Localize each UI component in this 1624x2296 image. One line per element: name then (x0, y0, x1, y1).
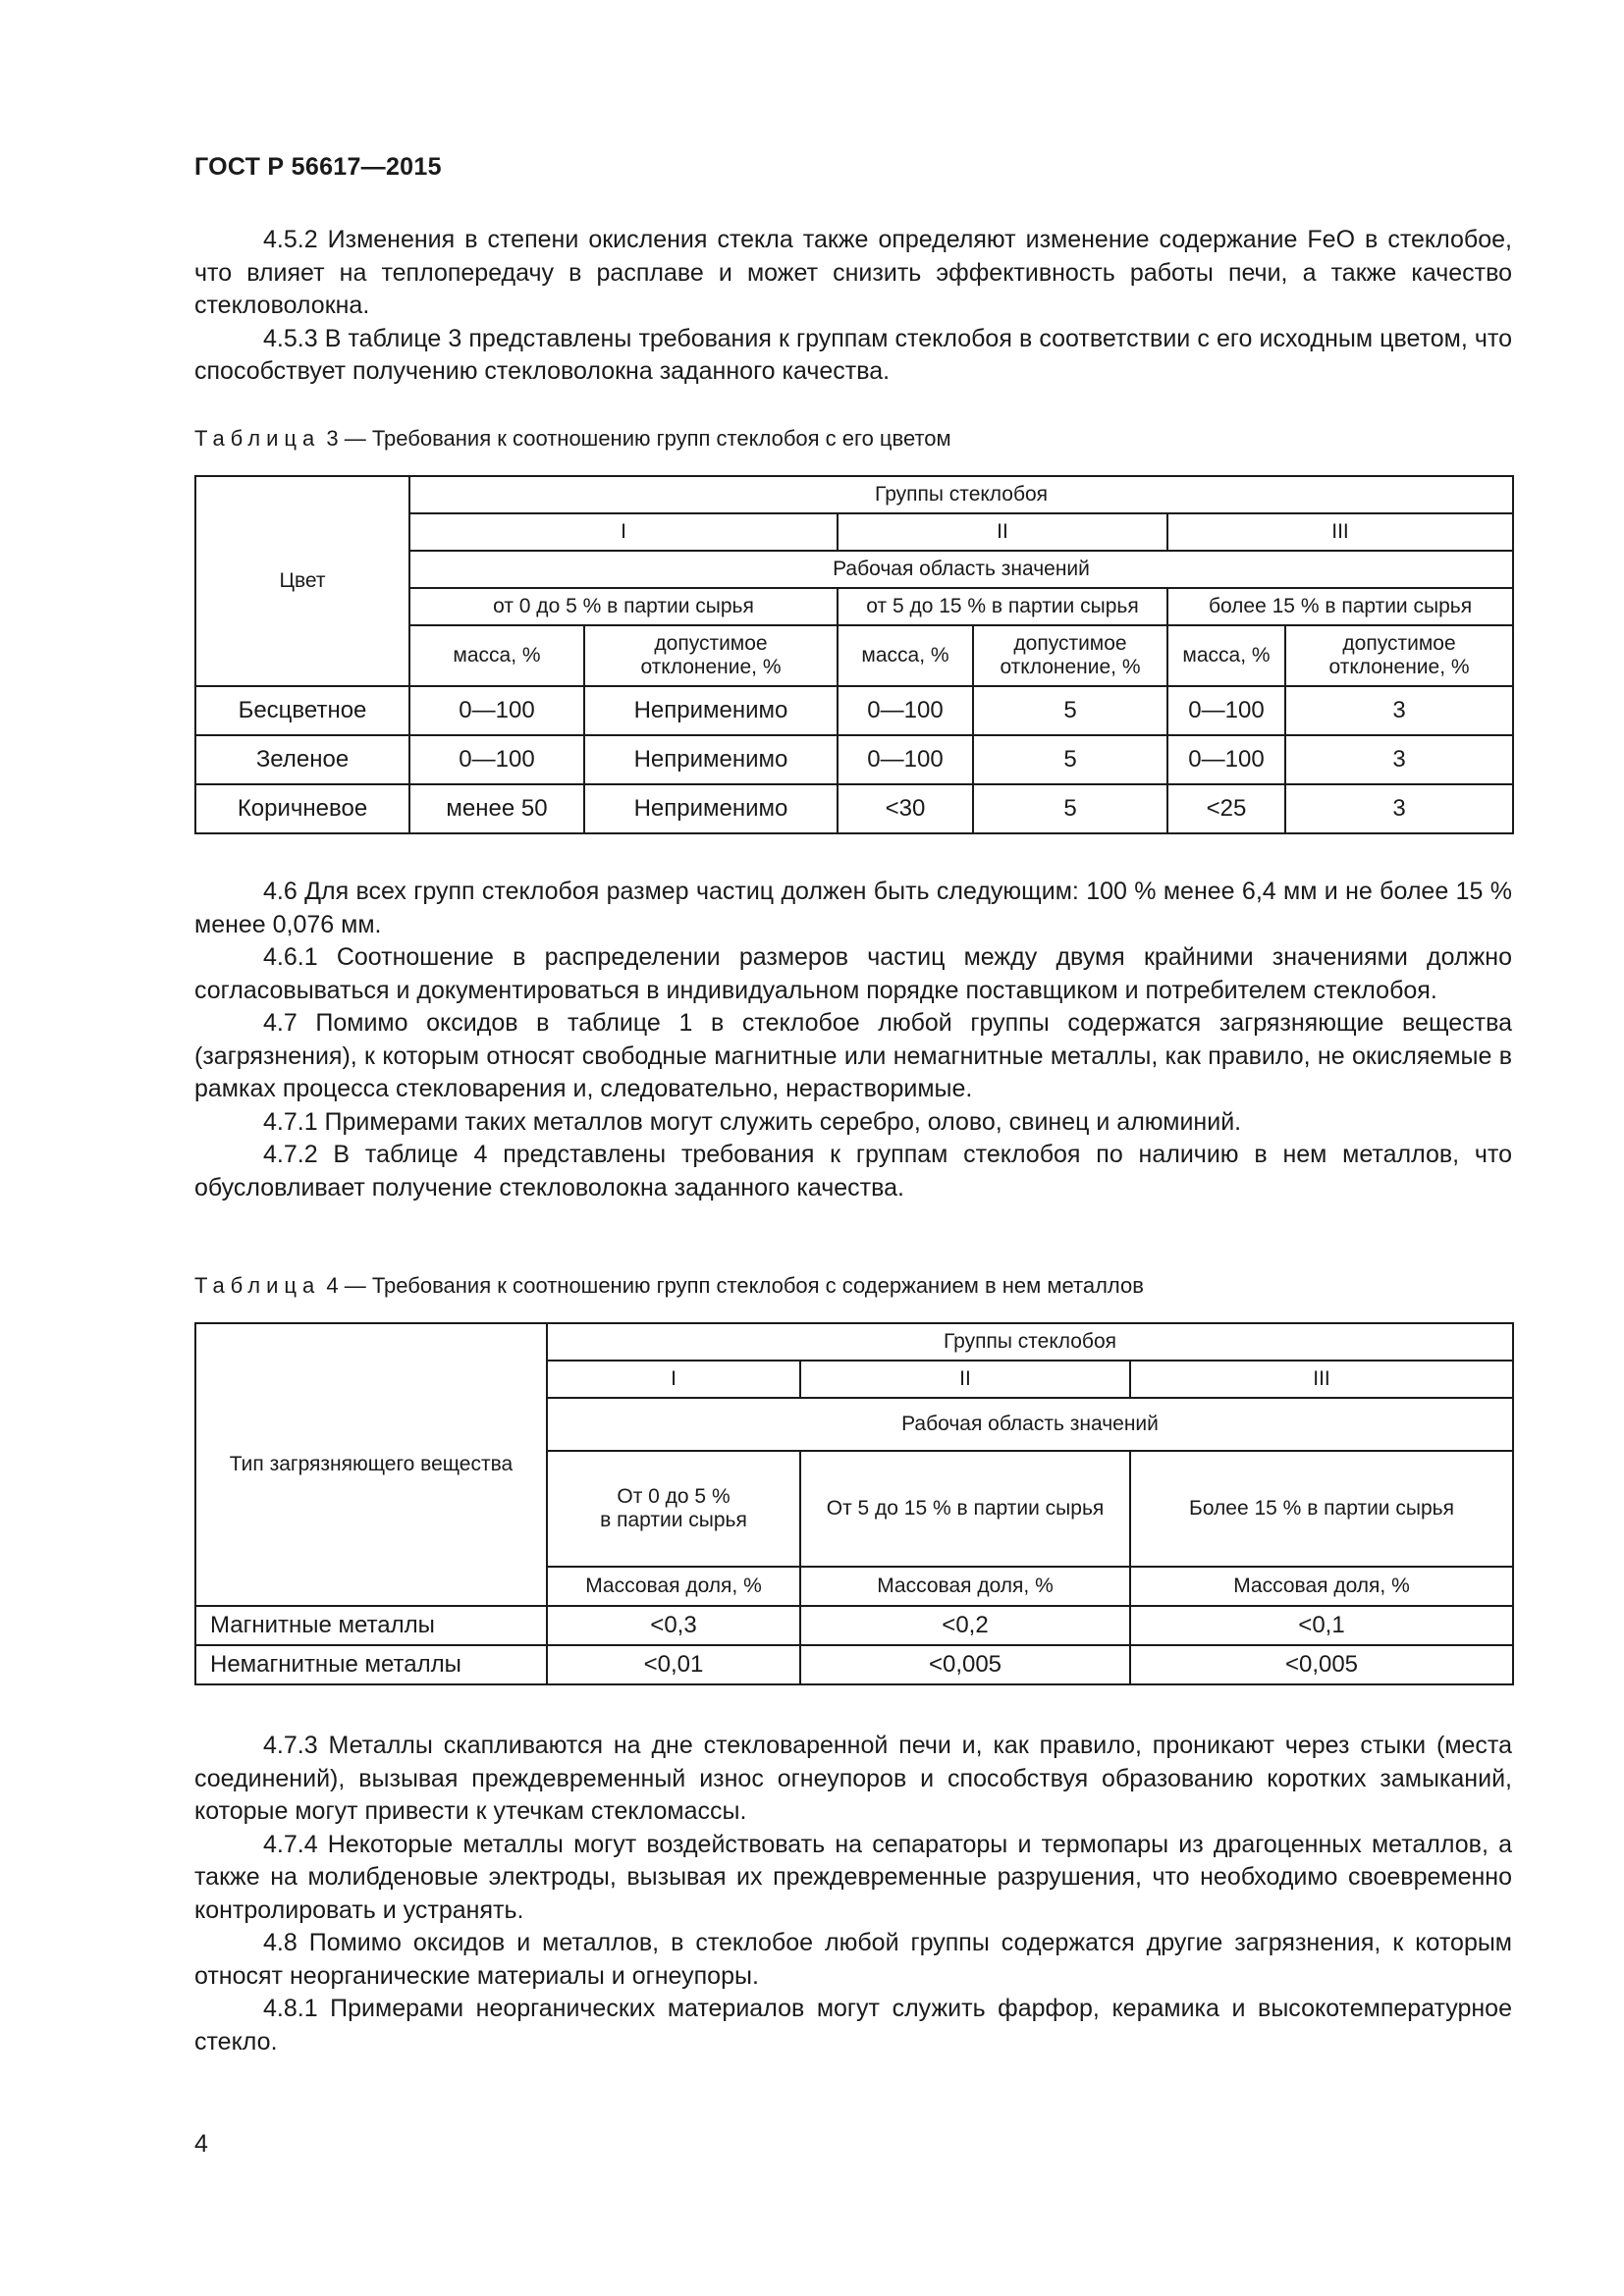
g2-dev-cell: 5 (973, 784, 1167, 833)
table4-caption (194, 1273, 1144, 1299)
table-row (195, 1606, 1513, 1645)
g1-cell: <0,3 (547, 1606, 800, 1645)
g3-mass-cell: 0—100 (1167, 735, 1285, 784)
group-2-header: II (838, 513, 1167, 551)
mass-label-2: масса, % (838, 625, 973, 686)
g3-mass-cell: 0—100 (1167, 686, 1285, 735)
table-row (195, 686, 1513, 735)
table3-caption-text: 3 — Требования к соотношению групп стеклобоя с его цветом (320, 426, 951, 451)
g1-cell: <0,01 (547, 1645, 800, 1684)
g3-mass-cell: <25 (1167, 784, 1285, 833)
groups-header: Группы стеклобоя (409, 476, 1513, 513)
table-row (195, 1645, 1513, 1684)
g1-mass-cell: 0—100 (409, 735, 584, 784)
mass-label-3: масса, % (1167, 625, 1285, 686)
type-cell: Магнитные металлы (195, 1606, 547, 1645)
text-block-2 (194, 876, 1512, 1204)
g3-dev-cell: 3 (1285, 784, 1513, 833)
group-2-header: II (800, 1361, 1130, 1398)
mass-label-2: Массовая доля, % (800, 1567, 1130, 1606)
table-4 (194, 1322, 1514, 1685)
g2-mass-cell: 0—100 (838, 735, 973, 784)
text-block-3 (194, 1730, 1512, 2058)
paragraph-4-8-1: 4.8.1 Примерами неорганических материалов могут служить фарфор, керамика и высокотемпературное стекло. (194, 1995, 1512, 2056)
table4-caption-text: 4 — Требования к соотношению групп стеклобоя с содержанием в нем металлов (320, 1273, 1144, 1298)
paragraph-4-7: 4.7 Помимо оксидов в таблице 1 в стеклобое любой группы содержатся загрязняющие вещества (загрязнения), к которым относят свободные магнитные или немагнитные металлы, как правило, не окисляемые в рамках процесса стекловарения и, следовательно, нерастворимые. (194, 1009, 1512, 1102)
g2-cell: <0,2 (800, 1606, 1130, 1645)
deviation-label-3: допустимое отклонение, % (1285, 625, 1513, 686)
mass-label-3: Массовая доля, % (1130, 1567, 1513, 1606)
range-3: Более 15 % в партии сырья (1130, 1451, 1513, 1567)
group-1-header: I (409, 513, 838, 551)
deviation-label-2: допустимое отклонение, % (973, 625, 1167, 686)
mass-label-1: Массовая доля, % (547, 1567, 800, 1606)
standard-header: ГОСТ Р 56617—2015 (194, 153, 442, 181)
groups-header: Группы стеклобоя (547, 1323, 1513, 1361)
g3-dev-cell: 3 (1285, 686, 1513, 735)
paragraph-4-6: 4.6 Для всех групп стеклобоя размер частиц должен быть следующим: 100 % менее 6,4 мм и не более 15 % менее 0,076 мм. (194, 878, 1512, 938)
color-cell: Бесцветное (195, 686, 409, 735)
table3-caption (194, 426, 951, 452)
g3-cell: <0,005 (1130, 1645, 1513, 1684)
mass-label-1: масса, % (409, 625, 584, 686)
text-block-1 (194, 224, 1512, 389)
paragraph-4-5-2: 4.5.2 Изменения в степени окисления стекла также определяют изменение содержание FeO в стеклобое, что влияет на теплопередачу в расплаве и может снизить эффективность работы печи, а также качество стекловолокна. (194, 226, 1512, 319)
range-1: от 0 до 5 % в партии сырья (409, 588, 838, 625)
g2-mass-cell: <30 (838, 784, 973, 833)
table-row (195, 784, 1513, 833)
g1-mass-cell: 0—100 (409, 686, 584, 735)
g3-cell: <0,1 (1130, 1606, 1513, 1645)
g2-mass-cell: 0—100 (838, 686, 973, 735)
type-cell: Немагнитные металлы (195, 1645, 547, 1684)
deviation-label-1: допустимое отклонение, % (584, 625, 838, 686)
group-3-header: III (1167, 513, 1513, 551)
table4-caption-label: Таблица (194, 1273, 321, 1298)
paragraph-4-7-4: 4.7.4 Некоторые металлы могут воздействовать на сепараторы и термопары из драгоценных металлов, а также на молибденовые электроды, вызывая их преждевременные разрушения, что необходимо своевременно контролировать и устранять. (194, 1830, 1512, 1924)
g2-dev-cell: 5 (973, 686, 1167, 735)
table3-caption-label: Таблица (194, 426, 321, 451)
paragraph-4-6-1: 4.6.1 Соотношение в распределении размеров частиц между двумя крайними значениями должно согласовываться и документироваться в индивидуальном порядке поставщиком и потребителем стеклобоя. (194, 943, 1512, 1004)
g1-dev-cell: Неприменимо (584, 735, 838, 784)
range-2: от 5 до 15 % в партии сырья (838, 588, 1167, 625)
range-header: Рабочая область значений (409, 551, 1513, 588)
paragraph-4-7-1: 4.7.1 Примерами таких металлов могут служить серебро, олово, свинец и алюминий. (263, 1107, 1242, 1136)
g3-dev-cell: 3 (1285, 735, 1513, 784)
page-number: 4 (194, 2130, 208, 2158)
g1-mass-cell: менее 50 (409, 784, 584, 833)
paragraph-4-8: 4.8 Помимо оксидов и металлов, в стеклобое любой группы содержатся другие загрязнения, к которым относят неорганические материалы и огнеупоры. (194, 1929, 1512, 1990)
paragraph-4-5-3: 4.5.3 В таблице 3 представлены требования к группам стеклобоя в соответствии с его исходным цветом, что способствует получению стекловолокна заданного качества. (194, 324, 1512, 385)
range-3: более 15 % в партии сырья (1167, 588, 1513, 625)
g1-dev-cell: Неприменимо (584, 686, 838, 735)
paragraph-4-7-3: 4.7.3 Металлы скапливаются на дне стекловаренной печи и, как правило, проникают через стыки (места соединений), вызывая преждевременный износ огнеупоров и способствуя образованию коротких замыканий, которые могут привести к утечкам стекломассы. (194, 1732, 1512, 1825)
color-cell: Коричневое (195, 784, 409, 833)
g2-dev-cell: 5 (973, 735, 1167, 784)
table-3 (194, 475, 1514, 834)
range-2: От 5 до 15 % в партии сырья (800, 1451, 1130, 1567)
range-1: От 0 до 5 % в партии сырья (547, 1451, 800, 1567)
g1-dev-cell: Неприменимо (584, 784, 838, 833)
color-header: Цвет (195, 476, 409, 686)
range-header: Рабочая область значений (547, 1398, 1513, 1451)
table-row (195, 735, 1513, 784)
group-1-header: I (547, 1361, 800, 1398)
type-header: Тип загрязняющего вещества (195, 1323, 547, 1606)
color-cell: Зеленое (195, 735, 409, 784)
group-3-header: III (1130, 1361, 1513, 1398)
g2-cell: <0,005 (800, 1645, 1130, 1684)
paragraph-4-7-2: 4.7.2 В таблице 4 представлены требования к группам стеклобоя по наличию в нем металлов, что обусловливает получение стекловолокна заданного качества. (194, 1141, 1512, 1201)
